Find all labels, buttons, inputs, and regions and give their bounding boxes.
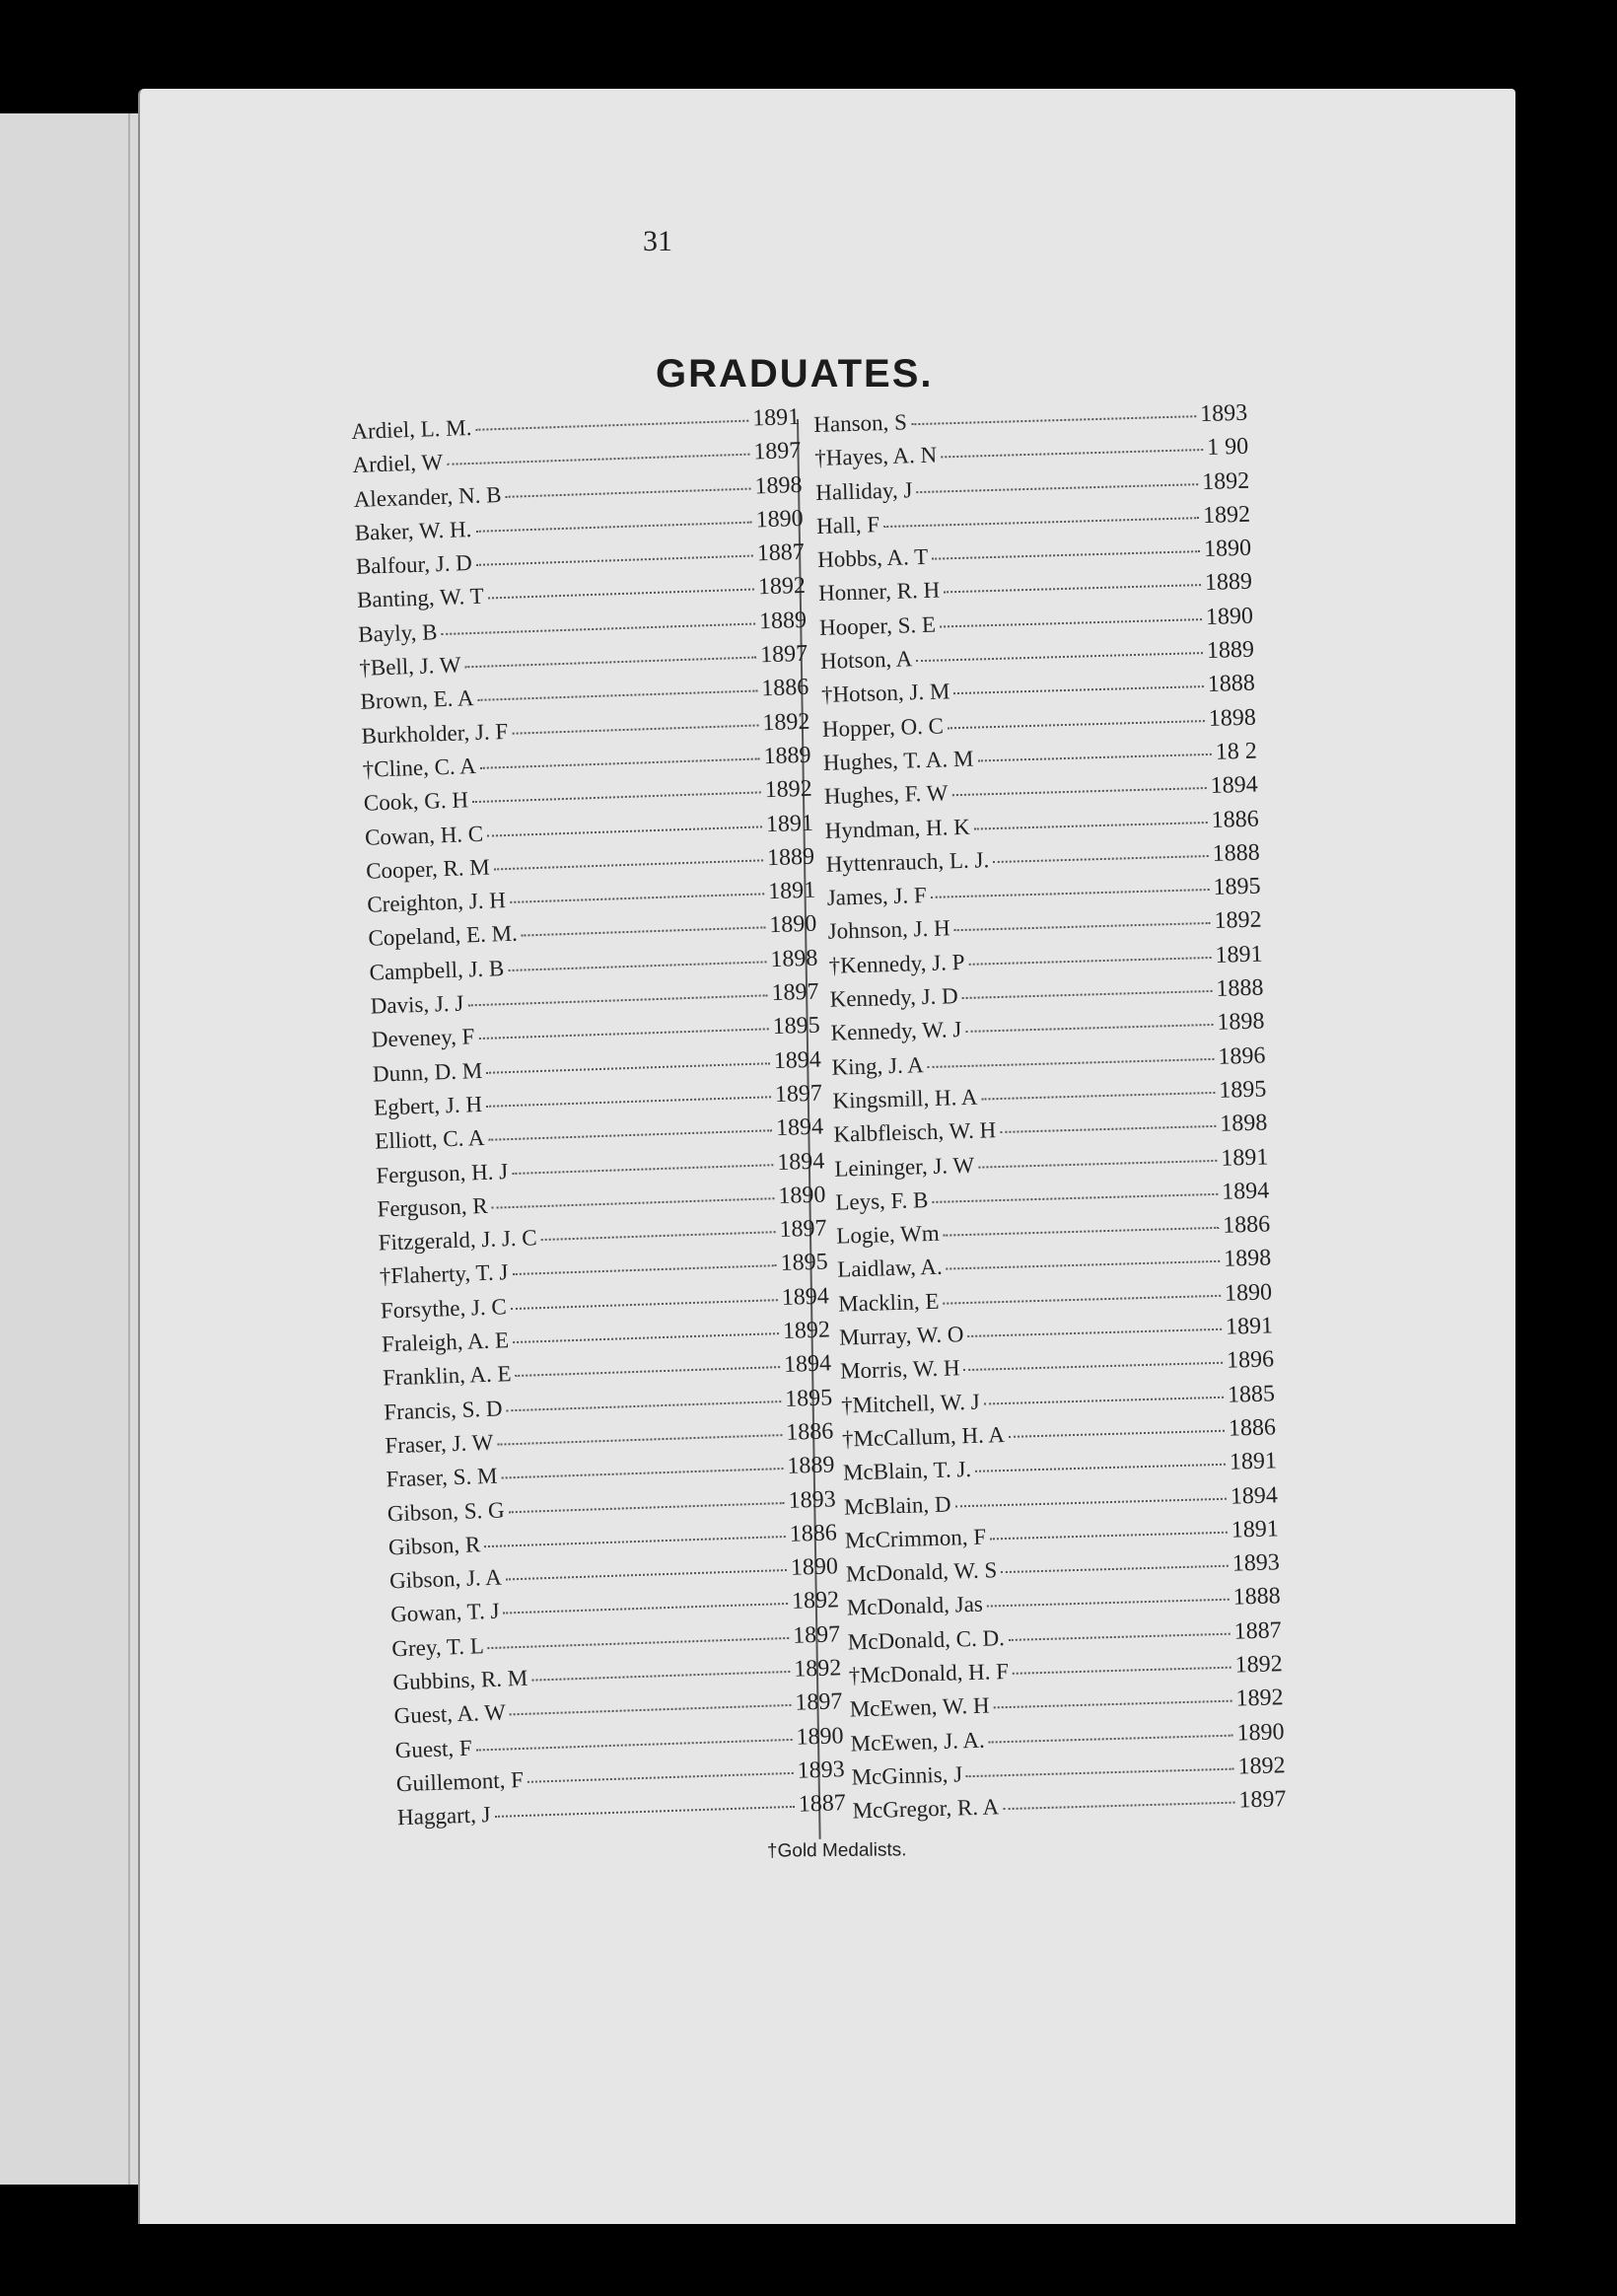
graduation-year: 1897: [794, 1688, 843, 1717]
dot-leader: [527, 1772, 794, 1783]
dot-leader: [516, 1366, 781, 1377]
dot-leader: [494, 859, 763, 870]
graduation-year: 1890: [1236, 1718, 1285, 1747]
graduation-year: 1886: [760, 675, 809, 702]
graduate-name: Davis, J. J: [370, 990, 464, 1019]
dot-leader: [501, 1468, 783, 1478]
graduation-year: 1897: [779, 1215, 827, 1244]
graduate-name: McBlain, T. J.: [842, 1457, 972, 1485]
graduate-name: Brown, E. A: [360, 685, 474, 715]
dot-leader: [975, 1464, 1226, 1472]
graduation-year: 1891: [765, 810, 814, 837]
dot-leader: [944, 585, 1201, 594]
dot-leader: [504, 1603, 789, 1614]
graduation-year: 1889: [1204, 569, 1253, 597]
dot-leader: [940, 618, 1202, 627]
graduate-name: Baker, W. H.: [354, 516, 472, 545]
graduate-name: Kingsmill, H. A: [832, 1084, 978, 1113]
graduation-year: 1890: [777, 1182, 826, 1209]
graduate-name: Cooper, R. M: [365, 854, 491, 884]
graduate-name: Hobbs, A. T: [816, 544, 929, 573]
graduation-year: 1894: [1230, 1481, 1279, 1510]
graduation-year: 1887: [1233, 1616, 1283, 1645]
graduation-year: 1891: [1230, 1516, 1280, 1543]
graduate-name: Logie, Wm: [835, 1220, 940, 1249]
dot-leader: [447, 454, 749, 466]
graduation-year: 1892: [1202, 501, 1251, 529]
graduation-year: 1896: [1218, 1042, 1266, 1070]
graduation-year: 1897: [774, 1080, 823, 1109]
graduation-year: 1890: [796, 1722, 844, 1751]
dot-leader: [994, 1700, 1232, 1709]
graduate-name: Ardiel, L. M.: [351, 414, 472, 444]
graduation-year: 1891: [1220, 1143, 1269, 1172]
graduation-year: 1889: [766, 843, 815, 872]
graduation-year: 1891: [1225, 1313, 1274, 1340]
graduate-name: McBlain, D: [843, 1491, 951, 1520]
graduation-year: 1897: [759, 640, 808, 669]
dot-leader: [512, 724, 758, 734]
graduate-name: †Cline, C. A: [362, 753, 477, 782]
graduation-year: 1887: [798, 1790, 847, 1818]
graduation-year: 1891: [767, 877, 816, 905]
graduate-name: Hopper, O. C: [821, 713, 945, 742]
graduate-name: Grey, T. L: [390, 1632, 485, 1661]
dot-leader: [512, 1164, 773, 1175]
dot-leader: [511, 1299, 778, 1310]
graduation-year: 1897: [792, 1620, 841, 1649]
graduate-name: Balfour, J. D: [355, 550, 473, 580]
dot-leader: [1013, 1667, 1231, 1675]
graduate-name: Haggart, J: [396, 1802, 491, 1830]
graduate-name: Fitzgerald, J. J. C: [378, 1225, 538, 1256]
dot-leader: [505, 487, 750, 497]
dot-leader: [966, 1768, 1233, 1778]
graduation-year: 1890: [768, 911, 817, 939]
graduate-name: Macklin, E: [837, 1288, 940, 1317]
graduation-year: 1897: [771, 978, 819, 1007]
graduation-year: 1898: [769, 945, 818, 972]
graduation-year: 1894: [773, 1046, 822, 1074]
graduate-name: †McDonald, H. F: [848, 1658, 1010, 1688]
dot-leader: [981, 1092, 1215, 1101]
dot-leader: [475, 521, 751, 532]
page-title: GRADUATES.: [656, 352, 934, 395]
dot-leader: [943, 1295, 1221, 1305]
graduate-name: Forsythe, J. C: [380, 1293, 508, 1324]
dot-leader: [947, 1260, 1220, 1270]
document-page: [138, 89, 1515, 2224]
graduate-name: Fraleigh, A. E: [381, 1327, 510, 1357]
dot-leader: [1003, 1802, 1234, 1811]
dot-leader: [984, 1396, 1224, 1404]
graduation-year: 1885: [1227, 1380, 1276, 1408]
footnote: †Gold Medalists.: [766, 1839, 907, 1862]
dot-leader: [477, 690, 757, 701]
dot-leader: [506, 1569, 787, 1580]
graduation-year: 1895: [1213, 873, 1261, 901]
dot-leader: [464, 657, 756, 669]
dot-leader: [476, 1738, 793, 1751]
graduate-name: Fraser, S. M: [386, 1463, 498, 1492]
graduation-year: 1887: [756, 539, 806, 567]
dot-leader: [1000, 1125, 1216, 1133]
graduate-name: Leininger, J. W: [834, 1152, 975, 1182]
graduate-name: Hyndman, H. K: [824, 814, 971, 843]
dot-leader: [883, 517, 1199, 528]
dot-leader: [916, 652, 1203, 662]
graduate-name: Ferguson, R: [377, 1192, 488, 1222]
graduation-year: 1892: [782, 1317, 831, 1344]
dot-leader: [506, 1400, 781, 1411]
graduate-name: Kennedy, W. J: [830, 1017, 962, 1046]
dot-leader: [478, 1029, 768, 1040]
graduation-year: 1886: [1211, 806, 1260, 833]
graduation-year: 1898: [1223, 1245, 1272, 1273]
graduate-name: Laidlaw, A.: [836, 1255, 944, 1283]
graduate-name: Honner, R. H: [817, 577, 941, 607]
graduation-year: 1890: [790, 1553, 839, 1581]
graduate-name: Dunn, D. M: [372, 1057, 483, 1087]
graduation-year: 1886: [785, 1418, 834, 1446]
graduation-year: 1898: [1208, 704, 1257, 732]
dot-leader: [488, 1637, 789, 1649]
graduate-name: James, J. F: [826, 883, 928, 910]
dot-leader: [495, 1806, 795, 1818]
dot-leader: [954, 922, 1211, 931]
graduate-name: Creighton, J. H: [366, 888, 507, 917]
graduation-year: 1898: [1219, 1110, 1268, 1137]
graduation-year: 1893: [788, 1485, 836, 1514]
dot-leader: [990, 1532, 1228, 1541]
graduate-name: Hyttenrauch, L. J.: [825, 847, 990, 877]
dot-leader: [932, 1193, 1218, 1203]
dot-leader: [989, 1734, 1233, 1743]
graduate-name: Gibson, S. G: [387, 1496, 506, 1526]
graduation-year: 1888: [1232, 1583, 1282, 1611]
graduation-year: 1889: [787, 1452, 835, 1480]
dot-leader: [488, 589, 754, 600]
graduation-year: 1891: [1229, 1448, 1278, 1475]
graduates-column-left: [351, 404, 847, 1839]
graduate-name: McDonald, C. D.: [847, 1624, 1006, 1655]
graduate-name: Morris, W. H: [839, 1355, 960, 1384]
graduation-year: 1890: [1205, 603, 1254, 630]
graduation-year: 1892: [793, 1655, 842, 1683]
graduation-year: 1888: [1216, 974, 1264, 1002]
dot-leader: [513, 1332, 779, 1343]
dot-leader: [480, 757, 760, 768]
dot-leader: [510, 894, 764, 904]
dot-leader: [962, 990, 1213, 999]
dot-leader: [948, 720, 1205, 729]
graduate-name: Johnson, J. H: [827, 915, 950, 945]
graduate-name: †Mitchell, W. J: [840, 1389, 980, 1418]
graduation-year: 1890: [1203, 535, 1252, 563]
graduate-name: Cowan, H. C: [364, 821, 484, 850]
graduation-year: 1890: [1224, 1279, 1273, 1307]
graduate-name: Halliday, J: [814, 476, 913, 505]
dot-leader: [951, 787, 1206, 796]
graduation-year: 1894: [783, 1350, 832, 1379]
graduation-year: 1893: [1231, 1549, 1281, 1577]
dot-leader: [978, 1159, 1217, 1168]
dot-leader: [512, 1265, 776, 1276]
dot-leader: [488, 1129, 772, 1141]
dot-leader: [941, 449, 1203, 458]
dot-leader: [916, 483, 1198, 493]
graduate-name: Kennedy, J. D: [829, 983, 959, 1012]
graduate-name: Egbert, J. H: [373, 1091, 483, 1120]
dot-leader: [486, 1096, 771, 1108]
dot-leader: [492, 1197, 775, 1209]
graduate-name: Gibson, R: [387, 1532, 481, 1560]
dot-leader: [955, 1497, 1227, 1507]
graduate-name: McDonald, W. S: [845, 1557, 998, 1587]
graduate-name: Hall, F: [815, 512, 880, 538]
graduation-year: 1 90: [1206, 433, 1249, 462]
graduate-name: King, J. A: [831, 1051, 925, 1080]
dot-leader: [1001, 1565, 1229, 1573]
graduation-year: 1892: [1234, 1651, 1283, 1679]
dot-leader: [497, 1434, 782, 1446]
graduate-name: Hughes, F. W: [823, 780, 949, 810]
graduation-year: 1892: [1201, 467, 1250, 495]
dot-leader: [442, 622, 756, 635]
graduation-year: 1894: [1221, 1178, 1270, 1205]
graduate-name: Franklin, A. E: [382, 1361, 512, 1391]
dot-leader: [531, 1671, 790, 1682]
graduate-name: Francis, S. D: [383, 1396, 503, 1425]
dot-leader: [1009, 1632, 1230, 1640]
graduate-name: Leys, F. B: [835, 1186, 929, 1215]
graduate-name: Gibson, J. A: [388, 1564, 503, 1594]
graduation-year: 1898: [754, 471, 803, 500]
dot-leader: [953, 685, 1204, 694]
graduation-year: 1894: [1210, 771, 1259, 800]
graduate-name: Guest, F: [394, 1735, 473, 1762]
dot-leader: [967, 1328, 1222, 1337]
dot-leader: [931, 889, 1210, 898]
graduate-name: McDonald, Jas: [846, 1592, 984, 1620]
graduate-name: McGregor, R. A: [852, 1794, 1000, 1824]
dot-leader: [486, 1062, 770, 1074]
graduation-year: 1895: [772, 1012, 821, 1040]
dot-leader: [522, 927, 766, 937]
dot-leader: [911, 415, 1196, 425]
graduate-name: McCrimmon, F: [844, 1524, 987, 1553]
graduates-column-right: [813, 400, 1287, 1832]
graduate-name: Copeland, E. M.: [368, 921, 519, 952]
graduate-name: Ardiel, W: [352, 450, 444, 478]
dot-leader: [541, 1231, 776, 1241]
graduation-year: 1891: [1215, 941, 1263, 969]
graduation-year: 1886: [789, 1520, 838, 1547]
graduation-year: 1892: [1214, 906, 1262, 935]
graduate-name: †Kennedy, J. P: [828, 949, 965, 978]
graduation-year: 1893: [797, 1757, 846, 1784]
graduation-year: 1892: [1237, 1753, 1286, 1780]
dot-leader: [508, 961, 766, 971]
graduate-name: Ferguson, H. J: [376, 1158, 509, 1188]
graduate-name: Gowan, T. J: [389, 1599, 500, 1627]
graduate-name: Cook, G. H: [363, 787, 469, 817]
dot-leader: [1009, 1430, 1225, 1438]
graduate-name: Elliott, C. A: [374, 1125, 485, 1154]
graduate-name: Burkholder, J. F: [361, 718, 509, 749]
graduation-year: 1894: [776, 1148, 825, 1176]
graduation-year: 18 2: [1215, 738, 1258, 765]
graduation-year: 1892: [757, 573, 807, 601]
graduation-year: 1889: [763, 742, 811, 770]
dot-leader: [964, 1362, 1224, 1371]
dot-leader: [476, 555, 753, 566]
graduation-year: 1886: [1222, 1211, 1271, 1239]
graduation-year: 1893: [1199, 399, 1248, 428]
page-number: 31: [643, 225, 672, 257]
graduation-year: 1894: [775, 1113, 824, 1142]
graduate-name: Campbell, J. B: [369, 955, 505, 985]
graduation-year: 1895: [1218, 1076, 1267, 1104]
graduate-name: Hooper, S. E: [818, 611, 937, 640]
graduate-name: †McCallum, H. A: [841, 1421, 1006, 1452]
dot-leader: [484, 1536, 786, 1547]
dot-leader: [472, 792, 761, 804]
graduation-year: 1895: [784, 1384, 833, 1412]
dot-leader: [509, 1502, 785, 1513]
graduation-year: 1896: [1226, 1346, 1275, 1374]
graduate-name: †Flaherty, T. J: [379, 1259, 509, 1289]
graduation-year: 1892: [1235, 1685, 1284, 1712]
graduation-year: 1888: [1207, 670, 1256, 698]
graduate-name: Deveney, F: [371, 1024, 475, 1052]
dot-leader: [977, 753, 1211, 762]
dot-leader: [944, 1227, 1220, 1237]
graduate-name: Fraser, J. W: [385, 1429, 494, 1459]
graduate-name: †Hayes, A. N: [813, 442, 938, 471]
graduate-name: Alexander, N. B: [353, 481, 502, 512]
graduate-name: Murray, W. O: [838, 1322, 964, 1350]
graduation-year: 1897: [1238, 1786, 1287, 1814]
graduation-year: 1892: [791, 1587, 840, 1615]
graduation-year: 1892: [762, 708, 810, 736]
graduate-name: Hughes, T. A. M: [822, 746, 974, 775]
graduation-year: 1892: [764, 775, 813, 804]
dot-leader: [510, 1704, 792, 1715]
dot-leader: [965, 1024, 1213, 1033]
graduate-name: Guest, A. W: [393, 1699, 507, 1729]
graduation-year: 1889: [758, 607, 808, 635]
facing-page-edge: [0, 113, 151, 2185]
graduate-name: Banting, W. T: [356, 584, 485, 613]
graduate-name: Hanson, S: [813, 409, 908, 437]
dot-leader: [467, 994, 767, 1006]
graduate-name: Hotson, A: [819, 646, 913, 674]
graduation-year: 1890: [755, 505, 805, 534]
graduation-year: 1895: [780, 1249, 829, 1277]
graduate-name: †Bell, J. W: [358, 652, 461, 681]
graduation-year: 1894: [781, 1283, 830, 1311]
graduate-name: McGinnis, J: [851, 1761, 963, 1790]
graduate-name: Guillemont, F: [395, 1766, 525, 1797]
graduate-name: †Hotson, J. M: [820, 679, 950, 708]
dot-leader: [974, 822, 1208, 830]
graduation-year: 1888: [1212, 839, 1261, 867]
dot-leader: [932, 550, 1200, 560]
dot-leader: [993, 855, 1209, 863]
dot-leader: [928, 1058, 1215, 1068]
graduate-name: Gubbins, R. M: [392, 1665, 528, 1695]
graduate-name: Bayly, B: [357, 619, 438, 647]
graduation-year: 1889: [1206, 636, 1255, 665]
dot-leader: [968, 957, 1211, 966]
graduate-name: McEwen, J. A.: [850, 1727, 986, 1757]
graduation-year: 1886: [1228, 1414, 1277, 1442]
graduation-year: 1898: [1217, 1008, 1265, 1037]
dot-leader: [475, 420, 748, 431]
dot-leader: [487, 825, 762, 836]
dot-leader: [987, 1599, 1230, 1608]
graduation-year: 1891: [751, 403, 801, 432]
graduate-name: Kalbfleisch, W. H: [833, 1117, 997, 1147]
graduate-name: McEwen, W. H: [849, 1692, 990, 1722]
graduation-year: 1897: [752, 438, 802, 466]
